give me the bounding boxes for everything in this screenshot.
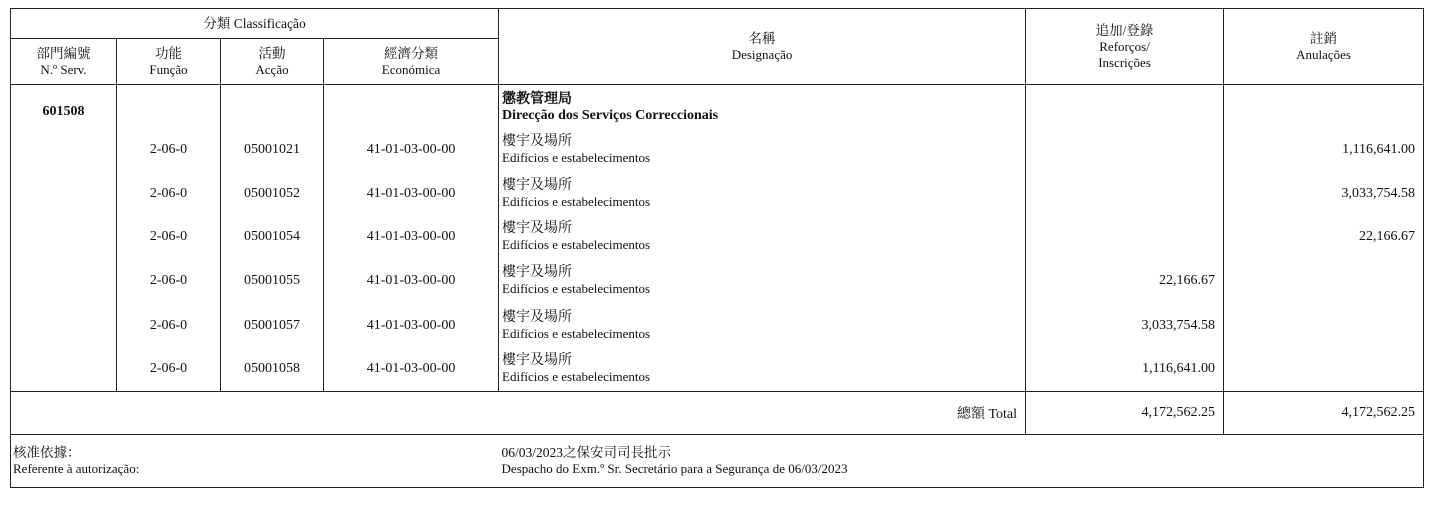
funcao-header-zh: 功能: [155, 45, 182, 61]
row-name-zh: 樓宇及場所: [502, 177, 573, 193]
row-economica: 41-01-03-00-00: [324, 348, 499, 392]
service-name-zh: 懲教管理局: [502, 91, 573, 107]
row-economica: 41-01-03-00-00: [324, 129, 499, 172]
table-row: [11, 216, 1424, 259]
row-name-zh: 樓宇及場所: [502, 353, 573, 369]
table-row: [11, 348, 1424, 392]
table-row: [11, 259, 1424, 304]
service-row: [11, 85, 1424, 129]
row-name-pt: Edifícios e estabelecimentos: [502, 369, 651, 385]
table-row: [11, 172, 1424, 216]
authorization-row: [11, 435, 1424, 488]
row-anulacoes: [1224, 259, 1424, 304]
row-name-pt: Edifícios e estabelecimentos: [502, 281, 651, 296]
row-anulacoes: [1224, 304, 1424, 348]
row-anulacoes: 22,166.67: [1224, 216, 1424, 259]
classificacao-header: 分類 Classificação: [11, 9, 499, 39]
authorization-text: [499, 435, 1424, 488]
row-anulacoes: [1224, 348, 1424, 392]
row-designacao: [499, 348, 1026, 392]
row-designacao: [499, 259, 1026, 304]
row-name-pt: Edifícios e estabelecimentos: [502, 193, 651, 209]
row-economica: 41-01-03-00-00: [324, 216, 499, 259]
budget-table: [10, 8, 1424, 488]
row-funcao: 2-06-0: [117, 216, 221, 259]
row-reforcos: [1026, 172, 1224, 216]
row-accao: 05001057: [221, 304, 324, 348]
row-accao: 05001052: [221, 172, 324, 216]
row-accao: 05001058: [221, 348, 324, 392]
service-code: 601508: [11, 85, 117, 129]
row-reforcos: [1026, 129, 1224, 172]
row-economica: 41-01-03-00-00: [324, 172, 499, 216]
table-row: [11, 129, 1424, 172]
row-reforcos: 22,166.67: [1026, 259, 1224, 304]
accao-header-zh: 活動: [258, 45, 286, 61]
economica-header-pt: Económica: [381, 61, 441, 77]
row-reforcos: 1,116,641.00: [1026, 348, 1224, 392]
row-designacao: [499, 304, 1026, 348]
authorization-label-zh: 核准依據：: [13, 445, 81, 460]
designacao-header: [499, 9, 1026, 85]
anulacoes-header-zh: 註銷: [1310, 30, 1338, 46]
row-funcao: 2-06-0: [117, 129, 221, 172]
authorization-text-zh: 06/03/2023之保安司司長批示: [501, 445, 672, 460]
total-label: 總額 Total: [11, 392, 1026, 435]
row-designacao: [499, 216, 1026, 259]
row-reforcos: [1026, 216, 1224, 259]
row-economica: 41-01-03-00-00: [324, 259, 499, 304]
row-funcao: 2-06-0: [117, 172, 221, 216]
anulacoes-header: [1224, 9, 1424, 85]
total-reforcos: 4,172,562.25: [1026, 392, 1224, 435]
total-anulacoes: 4,172,562.25: [1224, 392, 1424, 435]
budget-table-document: [10, 8, 1423, 488]
total-row: [11, 392, 1424, 435]
row-name-zh: 樓宇及場所: [502, 265, 573, 280]
serv-header-pt: N.º Serv.: [40, 61, 87, 77]
service-name-pt: Direcção dos Serviços Correccionais: [502, 107, 719, 123]
funcao-header-pt: Função: [149, 61, 188, 77]
reforcos-header-zh: 追加/登錄: [1095, 22, 1154, 38]
service-name: [499, 85, 1026, 129]
row-accao: 05001055: [221, 259, 324, 304]
row-name-zh: 樓宇及場所: [502, 134, 573, 149]
row-funcao: 2-06-0: [117, 304, 221, 348]
designacao-header-pt: Designação: [731, 46, 793, 62]
row-name-zh: 樓宇及場所: [502, 309, 573, 325]
authorization-label: [11, 435, 499, 488]
row-economica: 41-01-03-00-00: [324, 304, 499, 348]
reforcos-header-pt2: Inscrições: [1098, 54, 1151, 70]
serv-header: [11, 39, 117, 85]
row-name-pt: Edifícios e estabelecimentos: [502, 237, 651, 252]
row-anulacoes: 3,033,754.58: [1224, 172, 1424, 216]
anulacoes-header-pt: Anulações: [1296, 46, 1351, 62]
row-accao: 05001054: [221, 216, 324, 259]
row-reforcos: 3,033,754.58: [1026, 304, 1224, 348]
row-funcao: 2-06-0: [117, 348, 221, 392]
reforcos-header-pt1: Reforços/: [1099, 38, 1150, 54]
row-name-pt: Edifícios e estabelecimentos: [502, 150, 651, 165]
row-designacao: [499, 172, 1026, 216]
row-name-zh: 樓宇及場所: [502, 221, 573, 236]
row-funcao: 2-06-0: [117, 259, 221, 304]
authorization-text-pt: Despacho do Exm.º Sr. Secretário para a Segurança de 06/03/2023: [501, 461, 848, 476]
designacao-header-zh: 名稱: [748, 30, 776, 46]
economica-header: [324, 39, 499, 85]
funcao-header: [117, 39, 221, 85]
table-row: [11, 304, 1424, 348]
accao-header: [221, 39, 324, 85]
accao-header-pt: Acção: [255, 61, 289, 77]
row-anulacoes: 1,116,641.00: [1224, 129, 1424, 172]
row-designacao: [499, 129, 1026, 172]
reforcos-header: [1026, 9, 1224, 85]
row-name-pt: Edifícios e estabelecimentos: [502, 325, 651, 341]
row-accao: 05001021: [221, 129, 324, 172]
table-body: [11, 85, 1424, 392]
authorization-label-pt: Referente à autorização:: [13, 461, 140, 476]
serv-header-zh: 部門編號: [36, 45, 91, 61]
economica-header-zh: 經濟分類: [384, 45, 439, 61]
